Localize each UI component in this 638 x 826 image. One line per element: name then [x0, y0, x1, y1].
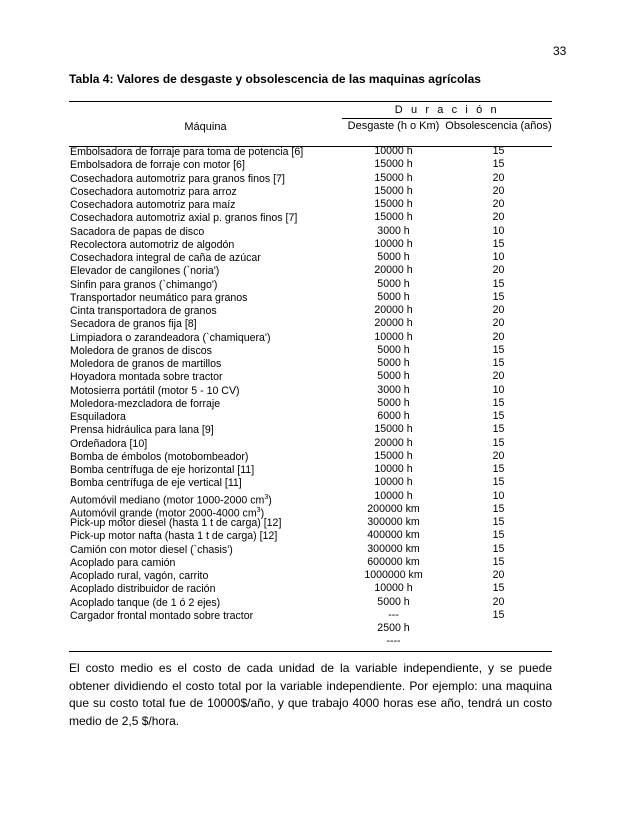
body-paragraph: El costo medio es el costo de cada unidad de la variable independiente, y se puede obtener dividiendo el costo total por la variable independiente. Por ejemplo: una maquina que su costo total fue de 10000$/año, y que trabajo 4000 horas ese año, tendrá un costo medio de 2,5 $/hora.	[69, 661, 552, 728]
table-row	[69, 543, 552, 556]
obsolescence-cell: 15	[492, 158, 505, 171]
obsolescence-cell: 15	[492, 277, 505, 290]
machine-name: Moledora de granos de discos	[70, 344, 212, 357]
wear-cell: 5000 h	[377, 370, 410, 383]
machine-name: Moledora-mezcladora de forraje	[70, 397, 221, 410]
machine-name: Sacadora de papas de disco	[70, 225, 205, 238]
machine-name-suffix: )	[268, 494, 272, 507]
table-row	[69, 635, 552, 648]
machine-name: Esquiladora	[70, 411, 126, 423]
wear-cell: 10000 h	[374, 582, 413, 595]
table-bottom-rule	[69, 651, 552, 652]
table-row	[69, 609, 552, 622]
table-row	[69, 450, 552, 463]
obsolescence-cell: 10	[492, 224, 505, 237]
obsolescence-cell: 20	[492, 317, 505, 330]
wear-cell: 15000 h	[374, 211, 413, 224]
table-row	[69, 502, 552, 520]
table-row	[69, 225, 552, 238]
obsolescence-cell: 10	[492, 251, 505, 263]
obsolescence-cell: 20	[492, 264, 505, 277]
machine-name: Prensa hidráulica para lana [9]	[70, 424, 214, 437]
machine-name: Cosechadora automotriz axial p. granos finos [7]	[70, 212, 298, 225]
obsolescence-cell: 15	[492, 436, 505, 449]
machine-name: Acoplado distribuidor de ración	[70, 583, 216, 596]
table-row	[69, 238, 552, 251]
obsolescence-cell: 15	[492, 516, 505, 528]
wear-cell: 5000 h	[377, 396, 410, 409]
wear-cell: 15000 h	[374, 184, 413, 197]
machine-name: Cargador frontal montado sobre tractor	[70, 609, 254, 622]
wear-cell: 1000000 km	[364, 569, 423, 581]
machine-name: Transportador neumático para granos	[70, 291, 248, 304]
obsolescence-cell: 15	[492, 608, 505, 621]
machine-name: Cosechadora automotriz para granos finos [7]	[70, 172, 285, 185]
obsolescence-cell: 15	[492, 555, 505, 568]
obsolescence-cell: 15	[492, 542, 505, 555]
wear-cell: 5000 h	[377, 277, 410, 290]
column-header-obsolescence: Obsolescencia (años)	[445, 120, 552, 132]
table-row	[69, 344, 552, 357]
table-row	[69, 437, 552, 450]
obsolescence-cell: 15	[492, 357, 505, 369]
machine-name-suffix: )	[260, 507, 265, 520]
wear-cell: 15000 h	[374, 198, 413, 210]
wear-cell: 20000 h	[374, 304, 413, 316]
obsolescence-cell: 10	[492, 489, 505, 502]
table-row	[69, 622, 552, 635]
obsolescence-cell: 15	[492, 582, 505, 595]
table-row	[69, 410, 552, 423]
wear-cell: 20000 h	[374, 317, 413, 330]
machine-name: Recolectora automotriz de algodón	[70, 238, 235, 251]
wear-cell: 10000 h	[374, 476, 413, 489]
wear-cell: ----	[386, 635, 401, 648]
unit-superscript: 3	[264, 493, 269, 501]
table-top-rule	[69, 101, 552, 102]
machine-name: Acoplado para camión	[70, 556, 176, 569]
table-row	[69, 463, 552, 476]
table-row	[69, 304, 552, 317]
machine-name: Bomba centrífuga de eje vertical [11]	[70, 477, 242, 490]
machine-name: Bomba de émbolos (motobombeador)	[70, 450, 249, 463]
obsolescence-cell: 20	[492, 569, 505, 581]
obsolescence-cell: 15	[492, 476, 505, 489]
machine-name: Motosierra portátil (motor 5 - 10 CV)	[70, 384, 240, 397]
obsolescence-cell: 20	[492, 449, 505, 462]
wear-cell: 10000 h	[374, 330, 413, 343]
table-row	[69, 476, 552, 489]
obsolescence-cell: 15	[492, 343, 505, 356]
wear-cell: 10000 h	[374, 489, 413, 502]
wear-cell: 600000 km	[367, 555, 420, 568]
table-caption: Tabla 4: Valores de desgaste y obsolescencia de las maquinas agrícolas	[69, 72, 481, 86]
machine-name: Camión con motor diesel (`chasis')	[70, 543, 233, 556]
wear-cell: ---	[388, 608, 399, 621]
table-row	[69, 251, 552, 264]
table-row	[69, 264, 552, 277]
table-body	[69, 145, 552, 649]
wear-cell: 15000 h	[374, 423, 413, 436]
wear-cell: 15000 h	[374, 449, 413, 462]
obsolescence-cell: 20	[492, 184, 505, 197]
obsolescence-cell: 15	[492, 396, 505, 409]
machine-name: Automóvil grande (motor 2000-4000 cm	[70, 507, 257, 520]
obsolescence-cell: 15	[492, 463, 505, 475]
wear-cell: 10000 h	[374, 237, 413, 250]
machine-name: Hoyadora montada sobre tractor	[70, 371, 223, 384]
table-row	[69, 198, 552, 211]
table-row	[69, 529, 552, 542]
obsolescence-cell: 10	[492, 383, 505, 396]
obsolescence-cell: 20	[492, 171, 505, 184]
machine-name: Moledora de granos de martillos	[70, 358, 222, 370]
obsolescence-cell: 20	[492, 595, 505, 608]
machine-name: Automóvil mediano (motor 1000-2000 cm	[70, 494, 265, 507]
table-row	[69, 582, 552, 595]
machine-name: Embolsadora de forraje con motor [6]	[70, 159, 245, 172]
table-row	[69, 370, 552, 383]
table-row	[69, 569, 552, 582]
wear-cell: 200000 km	[367, 502, 420, 515]
table-row	[69, 596, 552, 609]
table-row	[69, 556, 552, 569]
wear-cell: 300000 km	[367, 542, 420, 555]
obsolescence-cell: 20	[492, 304, 505, 316]
unit-superscript: 3	[256, 506, 261, 514]
table-row	[69, 278, 552, 291]
machine-name: Cosechadora automotriz para maíz	[70, 199, 236, 211]
machine-name: Ordeñadora [10]	[70, 437, 148, 450]
machine-name: Elevador de cangilones (`noria')	[70, 265, 220, 278]
wear-cell: 5000 h	[377, 595, 410, 608]
obsolescence-cell: 20	[492, 198, 505, 210]
duration-group-header: D u r a c i ó n	[394, 104, 500, 116]
wear-cell: 6000 h	[377, 410, 410, 422]
obsolescence-cell: 15	[492, 237, 505, 250]
table-row	[69, 516, 552, 529]
machine-name: Sinfin para granos (`chimango')	[70, 278, 218, 291]
machine-name: Acoplado tanque (de 1 ó 2 ejes)	[70, 596, 221, 609]
machine-name: Secadora de granos fija [8]	[70, 318, 197, 331]
table-row	[69, 145, 552, 158]
obsolescence-cell: 15	[492, 290, 505, 303]
table-row	[69, 331, 552, 344]
wear-cell: 3000 h	[377, 224, 410, 237]
machine-name: Embolsadora de forraje para toma de potencia [6]	[70, 146, 304, 158]
table-row	[69, 397, 552, 410]
machine-name: Limpiadora o zarandeadora (`chamiquera')	[70, 331, 271, 344]
machine-name: Cinta transportadora de granos	[70, 305, 217, 317]
column-header-wear: Desgaste (h o Km)	[347, 120, 440, 132]
table-row	[69, 357, 552, 370]
machine-name: Cosechadora integral de caña de azúcar	[70, 252, 261, 264]
machine-name: Acoplado rural, vagón, carrito	[70, 570, 209, 582]
machine-name: Bomba centrífuga de eje horizontal [11]	[70, 464, 255, 476]
table-row	[69, 158, 552, 171]
wear-cell: 20000 h	[374, 264, 413, 277]
obsolescence-cell: 15	[492, 410, 505, 422]
machine-name: Pick-up motor diesel (hasta 1 t de carga) [12]	[70, 517, 282, 529]
obsolescence-cell: 20	[492, 370, 505, 383]
wear-cell: 5000 h	[377, 357, 410, 369]
table-row	[69, 172, 552, 185]
table-row	[69, 185, 552, 198]
obsolescence-cell: 15	[492, 423, 505, 436]
machine-name: Pick-up motor nafta (hasta 1 t de carga) [12]	[70, 530, 278, 543]
obsolescence-cell: 20	[492, 211, 505, 224]
obsolescence-cell: 20	[492, 330, 505, 343]
obsolescence-cell: 15	[492, 529, 505, 542]
wear-cell: 15000 h	[374, 158, 413, 171]
wear-cell: 3000 h	[377, 383, 410, 396]
table-row	[69, 211, 552, 224]
wear-cell: 400000 km	[367, 529, 420, 542]
wear-cell: 15000 h	[374, 171, 413, 184]
wear-cell: 300000 km	[367, 516, 420, 528]
table-row	[69, 384, 552, 397]
table-row	[69, 423, 552, 436]
wear-cell: 10000 h	[374, 145, 413, 157]
wear-cell: 5000 h	[377, 343, 410, 356]
page-number: 33	[553, 44, 567, 58]
table-row	[69, 291, 552, 304]
wear-cell: 2500 h	[377, 622, 410, 634]
table-row	[69, 317, 552, 330]
column-header-machine: Máquina	[184, 121, 227, 133]
wear-cell: 20000 h	[374, 436, 413, 449]
table-row	[69, 489, 552, 507]
obsolescence-cell: 15	[492, 502, 505, 515]
machine-name: Cosechadora automotriz para arroz	[70, 185, 237, 198]
wear-cell: 10000 h	[374, 463, 413, 475]
wear-cell: 5000 h	[377, 290, 410, 303]
wear-cell: 5000 h	[377, 251, 410, 263]
obsolescence-cell: 15	[492, 145, 505, 157]
